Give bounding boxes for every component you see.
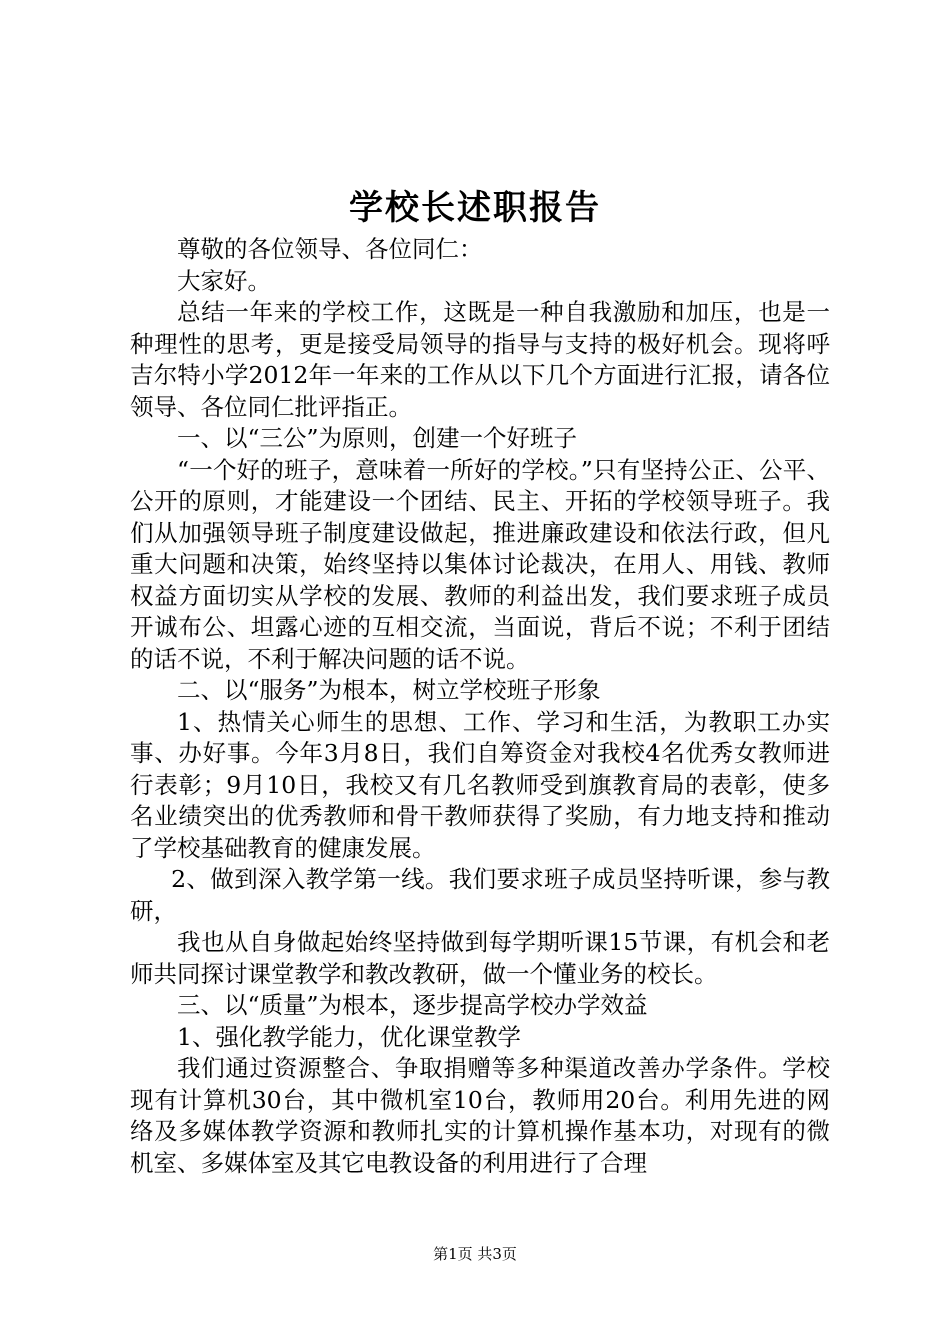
page-footer: 第1页 共3页 [433, 1245, 517, 1263]
document-body [130, 234, 830, 1179]
document-title: 学校长述职报告 [349, 188, 601, 228]
body-paragraph: 我们通过资源整合、争取捐赠等多种渠道改善办学条件。学校现有计算机30台，其中微机室10台，教师用20台。利用先进的网络及多媒体教学资源和教师扎实的计算机操作基本功，对现有的微机室、多媒体室及其它电教设备的利用进行了合理 [130, 1054, 830, 1177]
body-paragraph: 我也从自身做起始终坚持做到每学期听课15节课，有机会和老师共同探讨课堂教学和教改教研，做一个懂业务的校长。 [130, 928, 830, 988]
body-paragraph: “一个好的班子，意味着一所好的学校。”只有坚持公正、公平、公开的原则，才能建设一个团结、民主、开拓的学校领导班子。我们从加强领导班子制度建设做起，推进廉政建设和依法行政，但凡重大问题和决策，始终坚持以集体讨论裁决，在用人、用钱、教师权益方面切实从学校的发展、教师的利益出发，我们要求班子成员开诚布公、坦露心迹的互相交流，当面说，背后不说；不利于团结的话不说，不利于解决问题的话不说。 [130, 455, 830, 673]
body-paragraph: 1、强化教学能力，优化课堂教学 [177, 1022, 521, 1051]
body-paragraph: 1、热情关心师生的思想、工作、学习和生活，为教职工办实事、办好事。今年3月8日，我们自筹资金对我校4名优秀女教师进行表彰；9月10日，我校又有几名教师受到旗教育局的表彰，使多名业绩突出的优秀教师和骨干教师获得了奖励，有力地支持和推动了学校基础教育的健康发展。 [130, 707, 830, 862]
body-paragraph: 一、以“三公”为原则，创建一个好班子 [177, 424, 578, 452]
body-paragraph: 三、以“质量”为根本，逐步提高学校办学效益 [177, 991, 648, 1019]
body-paragraph: 大家好。 [177, 266, 271, 295]
body-paragraph: 2、做到深入教学第一线。我们要求班子成员坚持听课，参与教研， [130, 865, 830, 925]
body-paragraph: 二、以“服务”为根本，树立学校班子形象 [177, 676, 601, 704]
body-paragraph: 尊敬的各位领导、各位同仁： [177, 235, 483, 263]
body-paragraph: 总结一年来的学校工作，这既是一种自我激励和加压，也是一种理性的思考，更是接受局领导的指导与支持的极好机会。现将呼吉尔特小学2012年一年来的工作从以下几个方面进行汇报，请各位领导、各位同仁批评指正。 [130, 298, 830, 421]
